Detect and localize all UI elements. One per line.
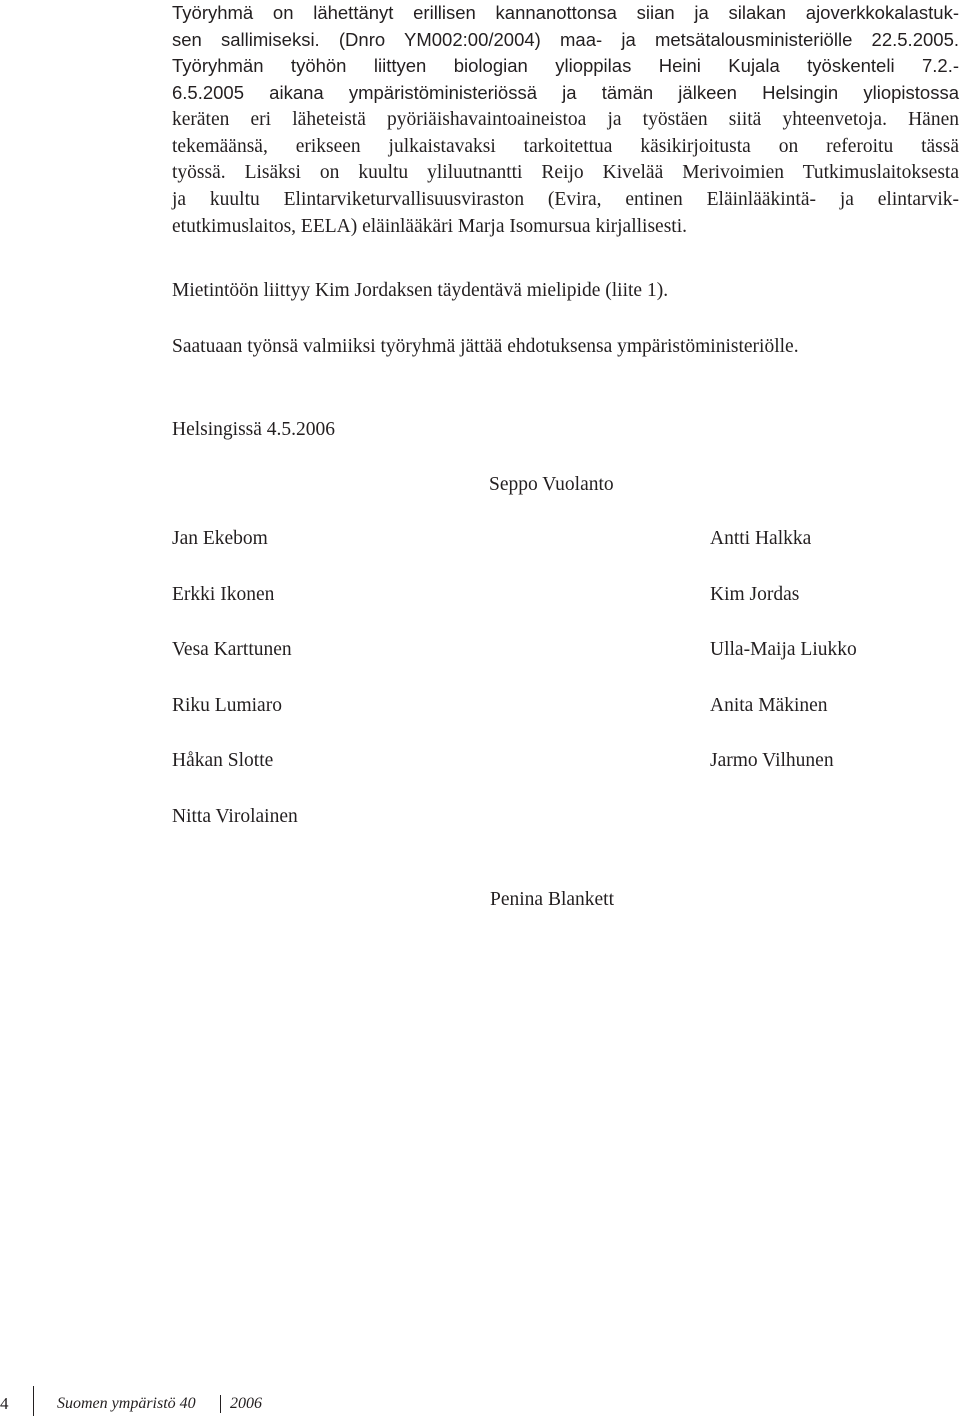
member-name: Antti Halkka <box>710 528 812 549</box>
member-name: Jarmo Vilhunen <box>710 750 834 771</box>
member-name: Erkki Ikonen <box>172 583 275 605</box>
member-name: Kim Jordas <box>710 583 800 605</box>
member-name: Ulla-Maija Liukko <box>710 639 857 660</box>
chair-signature: Seppo Vuolanto <box>489 474 614 495</box>
supplementary-opinion-note: Mietintöön liittyy Kim Jordaksen täydentävä mielipide (liite 1). <box>172 280 669 301</box>
member-name: Håkan Slotte <box>172 750 274 771</box>
intro-line: etutkimuslaitos, EELA) eläinlääkäri Marja Isomursua kirjallisesti. <box>172 215 687 237</box>
intro-line: ja kuultu Elintarviketurvallisuusviraston (Evira, entinen Eläinlääkintä- ja elintarvik- <box>172 188 959 210</box>
member-name: Riku Lumiaro <box>172 694 282 716</box>
members-left-column <box>172 527 298 860</box>
intro-line: keräten eri läheteistä pyöriäishavaintoaineistoa ja työstäen siitä yhteenvetoja. Hänen <box>172 108 959 130</box>
intro-paragraph <box>172 0 959 240</box>
footer-separator <box>220 1395 221 1413</box>
member-name: Nitta Virolainen <box>172 805 298 827</box>
page-number: 4 <box>0 1394 9 1413</box>
members-right-column <box>710 527 857 805</box>
member-name: Anita Mäkinen <box>710 694 828 716</box>
intro-line: tekemäänsä, erikseen julkaistavaksi tarkoitettua käsikirjoitusta on referoitu tässä <box>172 135 959 157</box>
intro-line: Työryhmän työhön liittyen biologian ylioppilas Heini Kujala työskenteli 7.2.- <box>172 55 959 77</box>
place-and-date: Helsingissä 4.5.2006 <box>172 419 336 440</box>
secretary-signature: Penina Blankett <box>490 889 615 910</box>
intro-line: Työryhmä on lähettänyt erillisen kannanottonsa siian ja silakan ajoverkkokalastuk- <box>172 2 959 23</box>
series-title: Suomen ympäristö 40 <box>57 1395 196 1412</box>
footer-divider <box>33 1386 34 1416</box>
member-name: Jan Ekebom <box>172 528 268 549</box>
intro-line: työssä. Lisäksi on kuultu yliluutnantti Reijo Kivelää Merivoimien Tutkimuslaitoksesta <box>172 162 959 184</box>
series-year: 2006 <box>230 1395 262 1412</box>
intro-line: 6.5.2005 aikana ympäristöministeriössä ja tämän jälkeen Helsingin yliopistossa <box>172 82 959 104</box>
submission-statement: Saatuaan työnsä valmiiksi työryhmä jättää ehdotuksensa ympäristöministeriölle. <box>172 336 799 357</box>
intro-line: sen sallimiseksi. (Dnro YM002:00/2004) maa- ja metsätalousministeriölle 22.5.2005. <box>172 28 959 50</box>
member-name: Vesa Karttunen <box>172 639 292 660</box>
